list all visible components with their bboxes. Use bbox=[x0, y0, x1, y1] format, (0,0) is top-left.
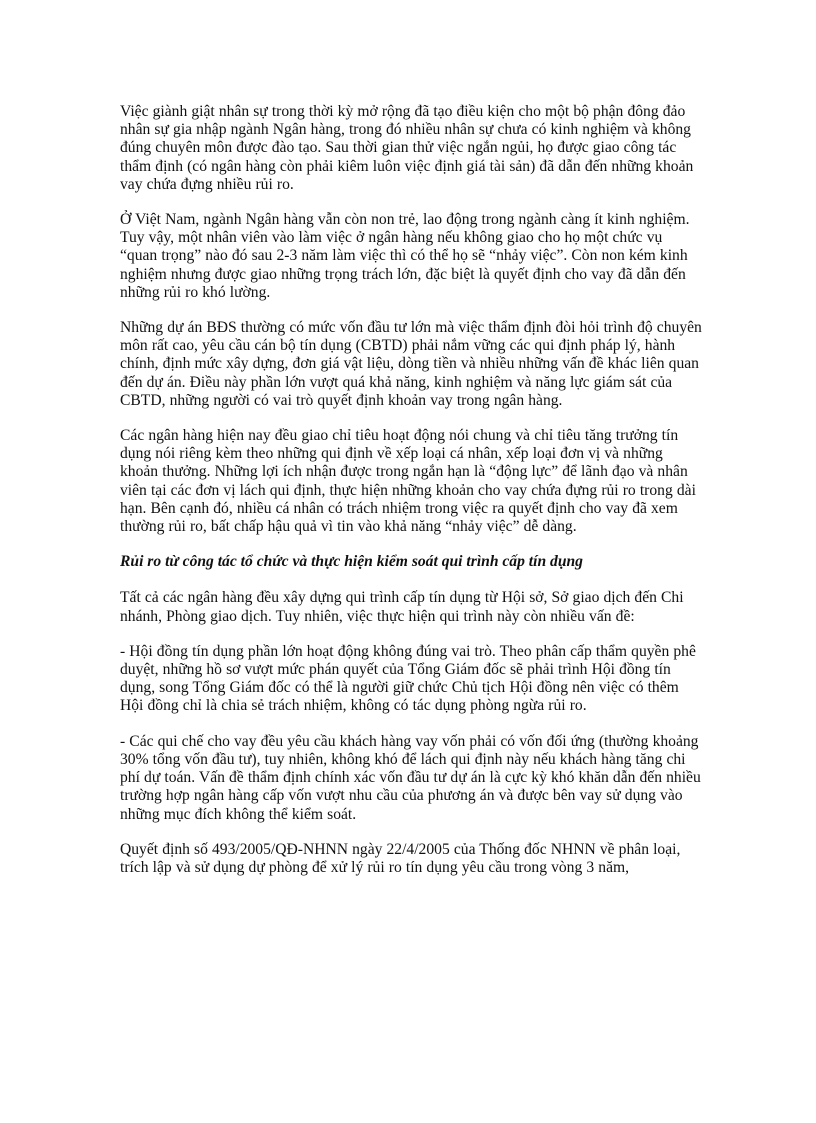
paragraph-inexperience: Ở Việt Nam, ngành Ngân hàng vẫn còn non trẻ, lao động trong ngành càng ít kinh nghiệm. Tuy vậy, một nhân viên vào làm việc ở ngân hàng nếu không giao cho họ một chức vụ “quan trọng” nào đó sau 2-3 năm làm việc thì có thể họ sẽ “nhảy việc”. Còn non kém kinh nghiệm nhưng được giao những trọng trách lớn, đặc biệt là quyết định cho vay đã dẫn đến những rủi ro khó lường. bbox=[120, 211, 690, 301]
paragraph-credit-council: - Hội đồng tín dụng phần lớn hoạt động không đúng vai trò. Theo phân cấp thẩm quyền phê duyệt, những hồ sơ vượt mức phán quyết của Tổng Giám đốc sẽ phải trình Hội đồng tín dụng, song Tổng Giám đốc có thể là người giữ chức Chủ tịch Hội đồng nên việc có thêm Hội đồng chỉ là chia sẻ trách nhiệm, không có tác dụng phòng ngừa rủi ro. bbox=[120, 642, 696, 715]
paragraph-counterpart-capital: - Các qui chế cho vay đều yêu cầu khách hàng vay vốn phải có vốn đối ứng (thường khoảng 30% tổng vốn đầu tư), tuy nhiên, không khó để lách qui định này nếu khách hàng tăng chi phí dự toán. Vấn đề thẩm định chính xác vốn đầu tư dự án là cực kỳ khó khăn dẫn đến nhiều trường hợp ngân hàng cấp vốn vượt nhu cầu của phương án và được bên vay sử dụng vào những mục đích không thể kiểm soát. bbox=[120, 732, 701, 823]
paragraph-staffing: Việc giành giật nhân sự trong thời kỳ mở rộng đã tạo điều kiện cho một bộ phận đông đảo nhân sự gia nhập ngành Ngân hàng, trong đó nhiều nhân sự chưa có kinh nghiệm và không đúng chuyên môn được đào tạo. Sau thời gian thử việc ngắn ngủi, họ được giao công tác thẩm định (có ngân hàng còn phải kiêm luôn việc định giá tài sản) đã dẫn đến những khoản vay chứa đựng nhiều rủi ro. bbox=[120, 103, 694, 193]
section-heading: Rủi ro từ công tác tổ chức và thực hiện kiểm soát qui trình cấp tín dụng bbox=[120, 553, 583, 571]
paragraph-targets-incentives: Các ngân hàng hiện nay đều giao chỉ tiêu hoạt động nói chung và chỉ tiêu tăng trưởng tín dụng nói riêng kèm theo những qui định về xếp loại cá nhân, xếp loại đơn vị và những khoản thưởng. Những lợi ích nhận được trong ngắn hạn là “động lực” để lãnh đạo và nhân viên tại các đơn vị lách qui định, thực hiện những khoản cho vay chứa đựng rủi ro trong dài hạn. Bên cạnh đó, nhiều cá nhân có trách nhiệm trong việc ra quyết định cho vay đã xem thường rủi ro, bất chấp hậu quả vì tin vào khả năng “nhảy việc” dễ dàng. bbox=[120, 427, 696, 536]
paragraph-decision-493: Quyết định số 493/2005/QĐ-NHNN ngày 22/4/2005 của Thống đốc NHNN về phân loại, trích lập và sử dụng dự phòng để xử lý rủi ro tín dụng yêu cầu trong vòng 3 năm, bbox=[120, 840, 681, 876]
document-body bbox=[120, 103, 702, 894]
paragraph-credit-process: Tất cả các ngân hàng đều xây dựng qui trình cấp tín dụng từ Hội sở, Sở giao dịch đến Chi nhánh, Phòng giao dịch. Tuy nhiên, việc thực hiện qui trình này còn nhiều vấn đề: bbox=[120, 589, 684, 625]
paragraph-real-estate-projects: Những dự án BĐS thường có mức vốn đầu tư lớn mà việc thẩm định đòi hỏi trình độ chuyên môn rất cao, yêu cầu cán bộ tín dụng (CBTD) phải nắm vững các qui định pháp lý, hành chính, định mức xây dựng, đơn giá vật liệu, dòng tiền và nhiều những vấn đề khác liên quan đến dự án. Điều này phần lớn vượt quá khả năng, kinh nghiệm và năng lực giám sát của CBTD, những người có vai trò quyết định khoản vay trong ngân hàng. bbox=[120, 319, 702, 409]
